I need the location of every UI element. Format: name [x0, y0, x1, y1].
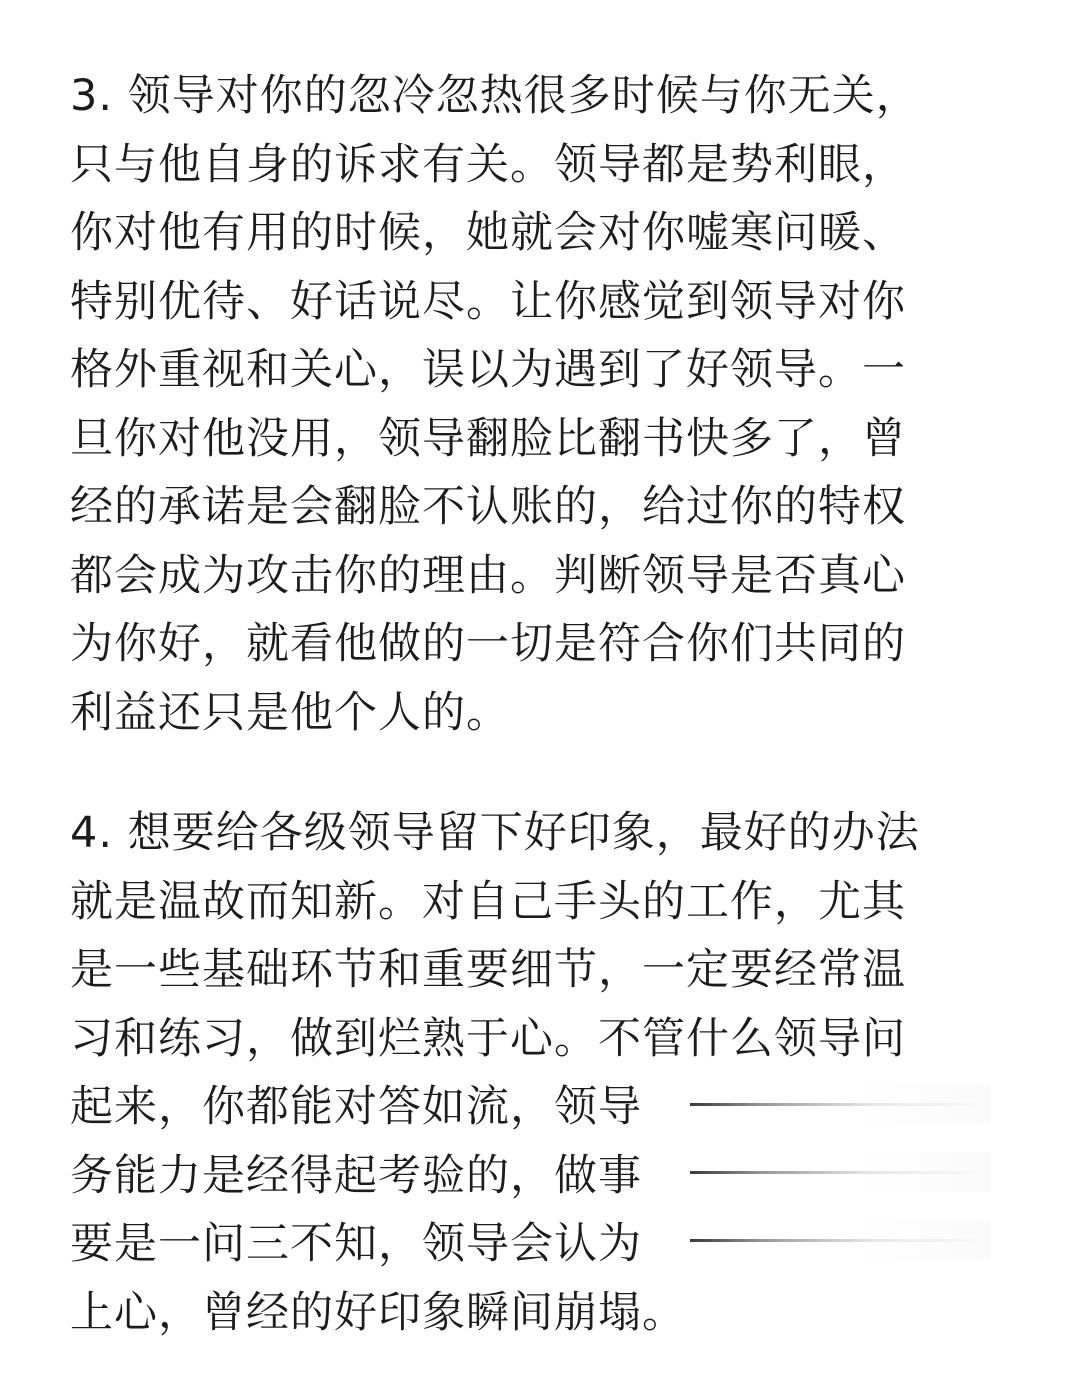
text-fade-overlay — [690, 1152, 990, 1192]
text-line: 只与他自身的诉求有关。领导都是势利眼， — [70, 139, 906, 190]
text-fade-overlay — [690, 1220, 990, 1260]
text-line: 3. 领导对你的忽冷忽热很多时候与你无关， — [70, 71, 920, 121]
text-line: 起来，你都能对答如流，领导 — [70, 1082, 642, 1132]
text-line: 都会成为攻击你的理由。判断领导是否真心 — [70, 550, 906, 601]
text-line: 4. 想要给各级领导留下好印象，最好的办法 — [70, 808, 920, 858]
text-line: 经的承诺是会翻脸不认账的，给过你的特权 — [70, 482, 906, 532]
fade-edge — [690, 1171, 990, 1174]
text-line: 特别优待、好话说尽。让你感觉到领导对你 — [70, 276, 906, 327]
text-line: 格外重视和关心，误以为遇到了好领导。一 — [70, 345, 906, 395]
text-line: 利益还只是他个人的。 — [70, 687, 510, 738]
text-line: 务能力是经得起考验的，做事 — [70, 1150, 642, 1201]
text-line: 你对他有用的时候，她就会对你嘘寒问暖、 — [70, 208, 906, 258]
text-line: 习和练习，做到烂熟于心。不管什么领导问 — [70, 1013, 906, 1064]
text-line: 是一些基础环节和重要细节，一定要经常温 — [70, 945, 906, 995]
paragraph-3 — [70, 62, 1030, 747]
fade-edge — [690, 1103, 990, 1106]
text-line: 上心，曾经的好印象瞬间崩塌。 — [70, 1287, 686, 1338]
paragraph-4 — [70, 799, 1030, 1347]
text-fade-overlay — [690, 1084, 990, 1124]
text-line: 要是一问三不知，领导会认为 — [70, 1219, 642, 1269]
text-line: 旦你对他没用，领导翻脸比翻书快多了，曾 — [70, 413, 906, 464]
text-line: 就是温故而知新。对自己手头的工作，尤其 — [70, 876, 906, 927]
fade-edge — [690, 1239, 990, 1242]
text-line: 为你好，就看他做的一切是符合你们共同的 — [70, 619, 906, 669]
